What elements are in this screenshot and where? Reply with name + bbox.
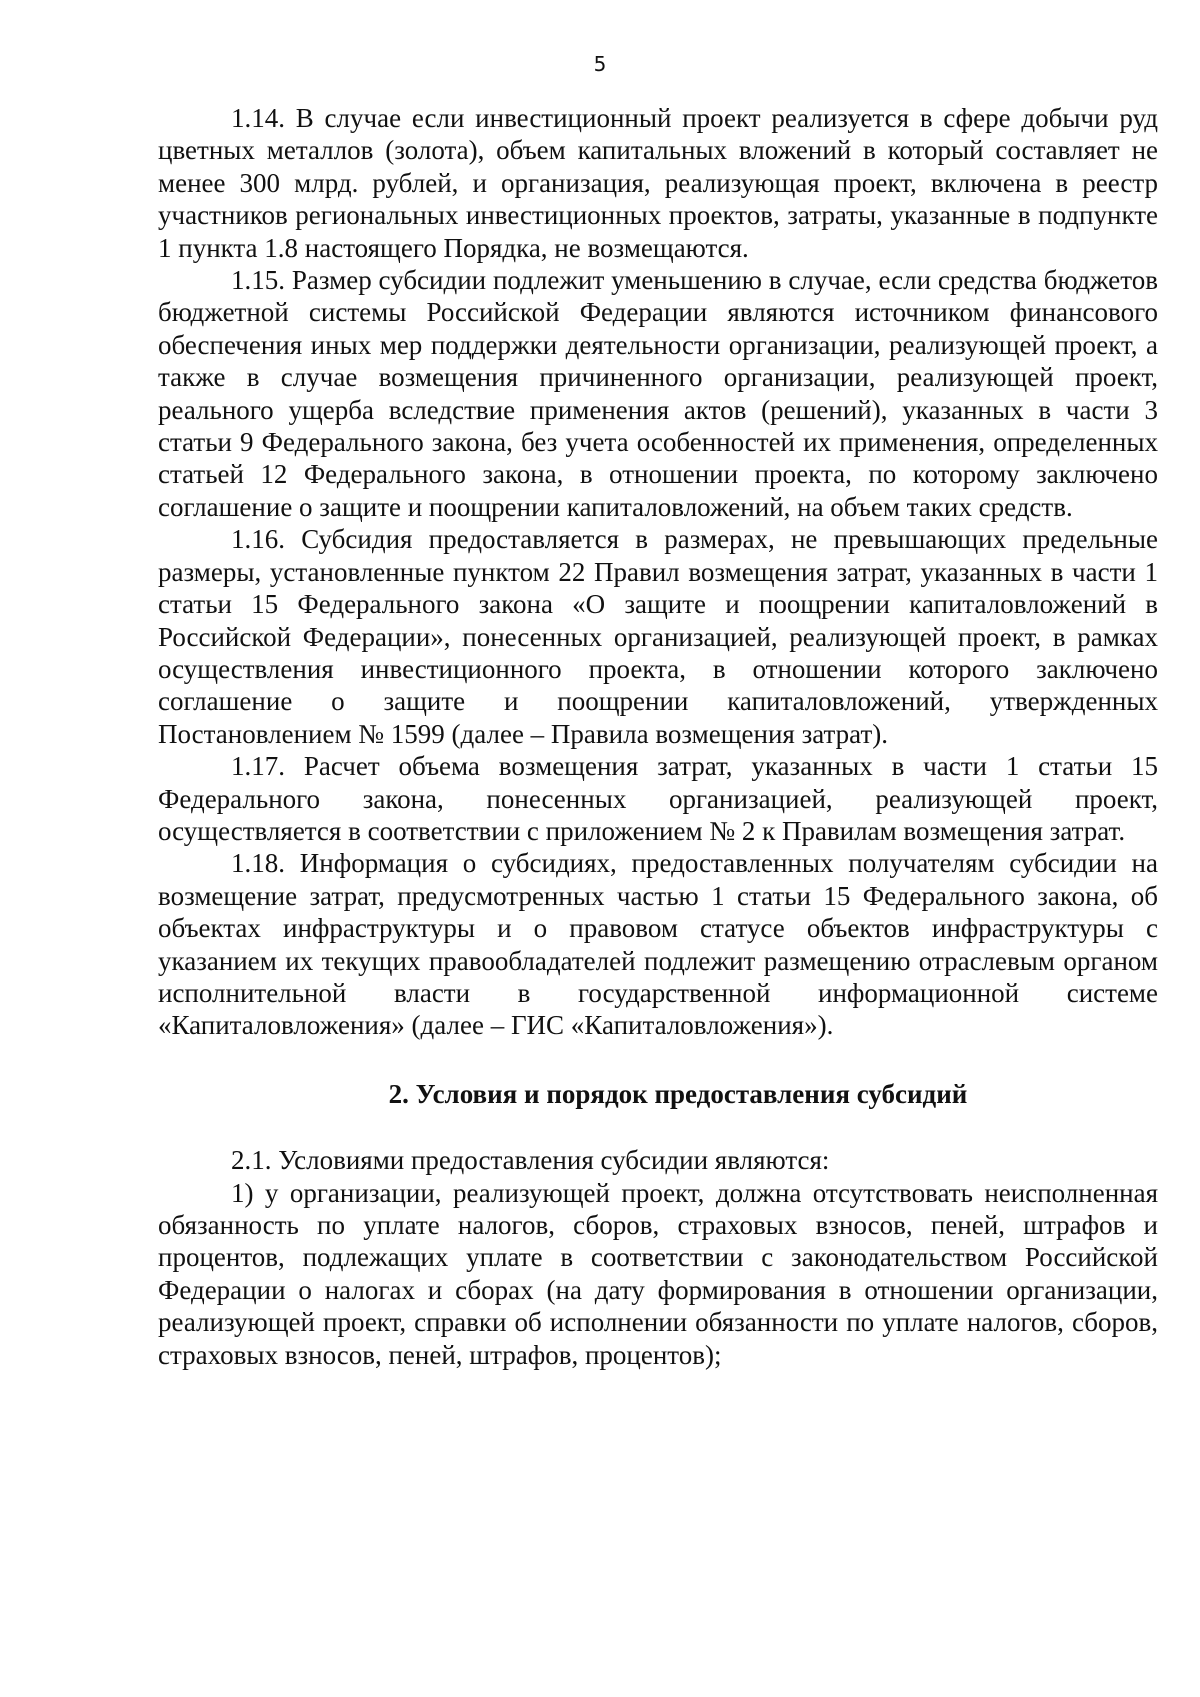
paragraph-1-14: 1.14. В случае если инвестиционный проект реализуется в сфере добычи руд цветных металлов (золота), объем капитальных вложений в который составляет не менее 300 млрд. рублей, и организация, реализующая проект, включена в реестр участников региональных инвестиционных проектов, затраты, указанные в подпункте 1 пункта 1.8 настоящего Порядка, не возмещаются. xyxy=(158,103,1158,263)
paragraph-2-1-item-1: 1) у организации, реализующей проект, должна отсутствовать неисполненная обязанность по уплате налогов, сборов, страховых взносов, пеней, штрафов и процентов, подлежащих уплате в соответствии с законодательством Российской Федерации о налогах и сборах (на дату формирования в отношении организации, реализующей проект, справки об исполнении обязанности по уплате налогов, сборов, страховых взносов, пеней, штрафов, процентов); xyxy=(158,1177,1158,1370)
paragraph-2-1: 2.1. Условиями предоставления субсидии являются: xyxy=(231,1145,830,1176)
page-number: 5 xyxy=(593,52,607,76)
paragraph-1-17: 1.17. Расчет объема возмещения затрат, указанных в части 1 статьи 15 Федерального закона, понесенных организацией, реализующей проект, осуществляется в соответствии с приложением № 2 к Правилам возмещения затрат. xyxy=(158,751,1158,846)
document-body xyxy=(158,102,1158,1371)
section-title: 2. Условия и порядок предоставления субсидий xyxy=(388,1078,968,1109)
paragraph-1-18: 1.18. Информация о субсидиях, предоставленных получателям субсидии на возмещение затрат, предусмотренных частью 1 статьи 15 Федерального закона, об объектах инфраструктуры и о правовом статусе объектов инфраструктуры с указанием их текущих правообладателей подлежит размещению отраслевым органом исполнительной власти в государственной информационной системе «Капиталовложения» (далее – ГИС «Капиталовложения»). xyxy=(158,848,1158,1041)
paragraph-1-15: 1.15. Размер субсидии подлежит уменьшению в случае, если средства бюджетов бюджетной системы Российской Федерации являются источником финансового обеспечения иных мер поддержки деятельности организации, реализующей проект, а также в случае возмещения причиненного организации, реализующей проект, реального ущерба вследствие применения актов (решений), указанных в части 3 статьи 9 Федерального закона, без учета особенностей их применения, определенных статьей 12 Федерального закона, в отношении проекта, по которому заключено соглашение о защите и поощрении капиталовложений, на объем таких средств. xyxy=(158,265,1158,522)
paragraph-1-16: 1.16. Субсидия предоставляется в размерах, не превышающих предельные размеры, установленные пунктом 22 Правил возмещения затрат, указанных в части 1 статьи 15 Федерального закона «О защите и поощрении капиталовложений в Российской Федерации», понесенных организацией, реализующей проект, в рамках осуществления инвестиционного проекта, в отношении которого заключено соглашение о защите и поощрении капиталовложений, утвержденных Постановлением № 1599 (далее – Правила возмещения затрат). xyxy=(158,524,1158,749)
